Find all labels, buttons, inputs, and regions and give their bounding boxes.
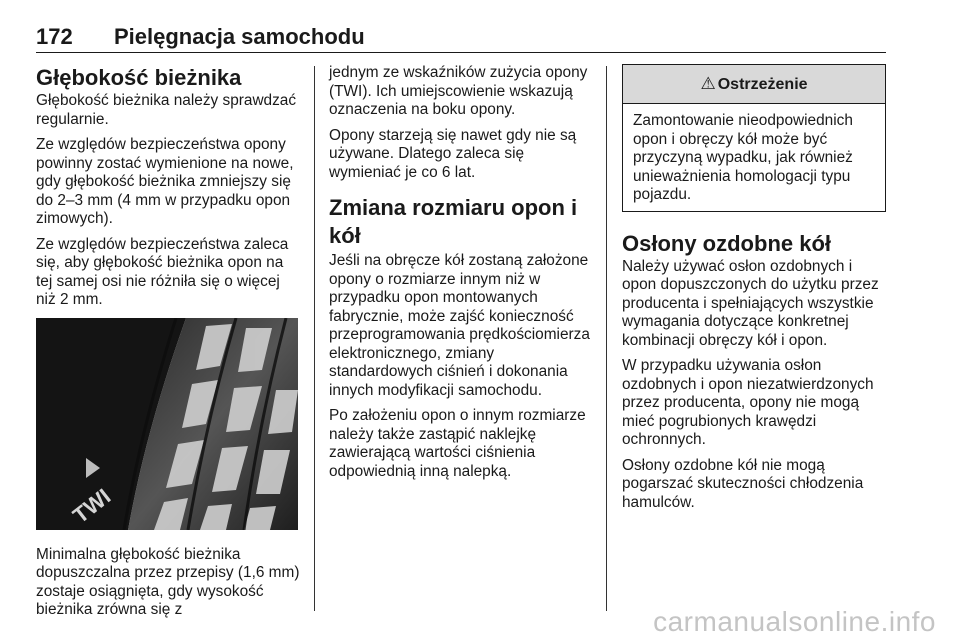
paragraph: jednym ze wskaźników zużycia opony (TWI). Ich umiejscowienie wskazują oznaczenia na boku opony. <box>329 64 588 118</box>
tire-tread-image <box>36 318 298 530</box>
paragraph: Ze względów bezpieczeństwa opony powinny zostać wymienione na nowe, gdy głębokość bieżnika zmniejszy się do 2–3 mm (4 mm w przypadku opon zimowych). <box>36 136 294 227</box>
section-heading-tread-depth: Głębokość bieżnika <box>36 65 242 90</box>
column-middle <box>329 64 591 488</box>
paragraph: Opony starzeją się nawet gdy nie są używane. Dlatego zaleca się wymieniać je co 6 lat. <box>329 126 577 181</box>
warning-box <box>622 64 886 212</box>
page-title: Pielęgnacja samochodu <box>114 24 365 49</box>
twi-label: TWI <box>68 483 116 528</box>
column-divider <box>314 66 315 611</box>
warning-body <box>623 104 885 211</box>
paragraph: Ze względów bezpieczeństwa zaleca się, aby głębokość bieżnika opon na tej samej osi nie różniła się o więcej niż 2 mm. <box>36 235 289 308</box>
column-left <box>36 64 300 627</box>
paragraph: Osłony ozdobne kół nie mogą pogarszać skuteczności chłodzenia hamulców. <box>622 456 864 511</box>
watermark: carmanualsonline.info <box>653 606 936 637</box>
paragraph: W przypadku używania osłon ozdobnych i opon niezatwierdzonych przez producenta, opony nie mogą mieć pogrubionych krawędzi ochronnych. <box>622 357 874 448</box>
column-right <box>622 64 886 519</box>
paragraph: Jeśli na obręcze kół zostaną założone opony o rozmiarze innym niż w przypadku opon montowanych fabrycznie, może zajść konieczność przeprogramowania prędkościomierza elektronicznego, zmiany standardowych ciśnień i dokonania innych modyfikacji samochodu. <box>329 252 590 399</box>
warning-triangle-icon: ⚠ <box>700 74 716 93</box>
column-divider <box>606 66 607 611</box>
tire-tread-illustration <box>36 318 298 530</box>
page-number: 172 <box>36 24 73 49</box>
section-heading-tire-size: Zmiana rozmiaru opon i kół <box>329 195 578 248</box>
page-header <box>36 22 886 53</box>
paragraph: Należy używać osłon ozdobnych i opon dopuszczonych do użytku przez producenta i spełniających wszystkie wymagania dotyczące konkretnej kombinacji obręczy kół i opon. <box>622 257 879 349</box>
paragraph: Minimalna głębokość bieżnika dopuszczalna przez przepisy (1,6 mm) zostaje osiągnięta, gdy wysokość bieżnika zrówna się z <box>36 545 300 618</box>
warning-text: Zamontowanie nieodpowiednich opon i obręczy kół może być przyczyną wypadku, jak również unieważnienia homologacji typu pojazdu. <box>633 112 853 203</box>
paragraph: Po założeniu opon o innym rozmiarze należy także zastąpić naklejkę zawierającą wartości ciśnienia odpowiednią inną nalepką. <box>329 407 586 480</box>
section-heading-wheel-covers: Osłony ozdobne kół <box>622 230 832 256</box>
warning-title: Ostrzeżenie <box>717 76 808 93</box>
warning-header <box>623 65 885 104</box>
paragraph: Głębokość bieżnika należy sprawdzać regularnie. <box>36 92 297 128</box>
